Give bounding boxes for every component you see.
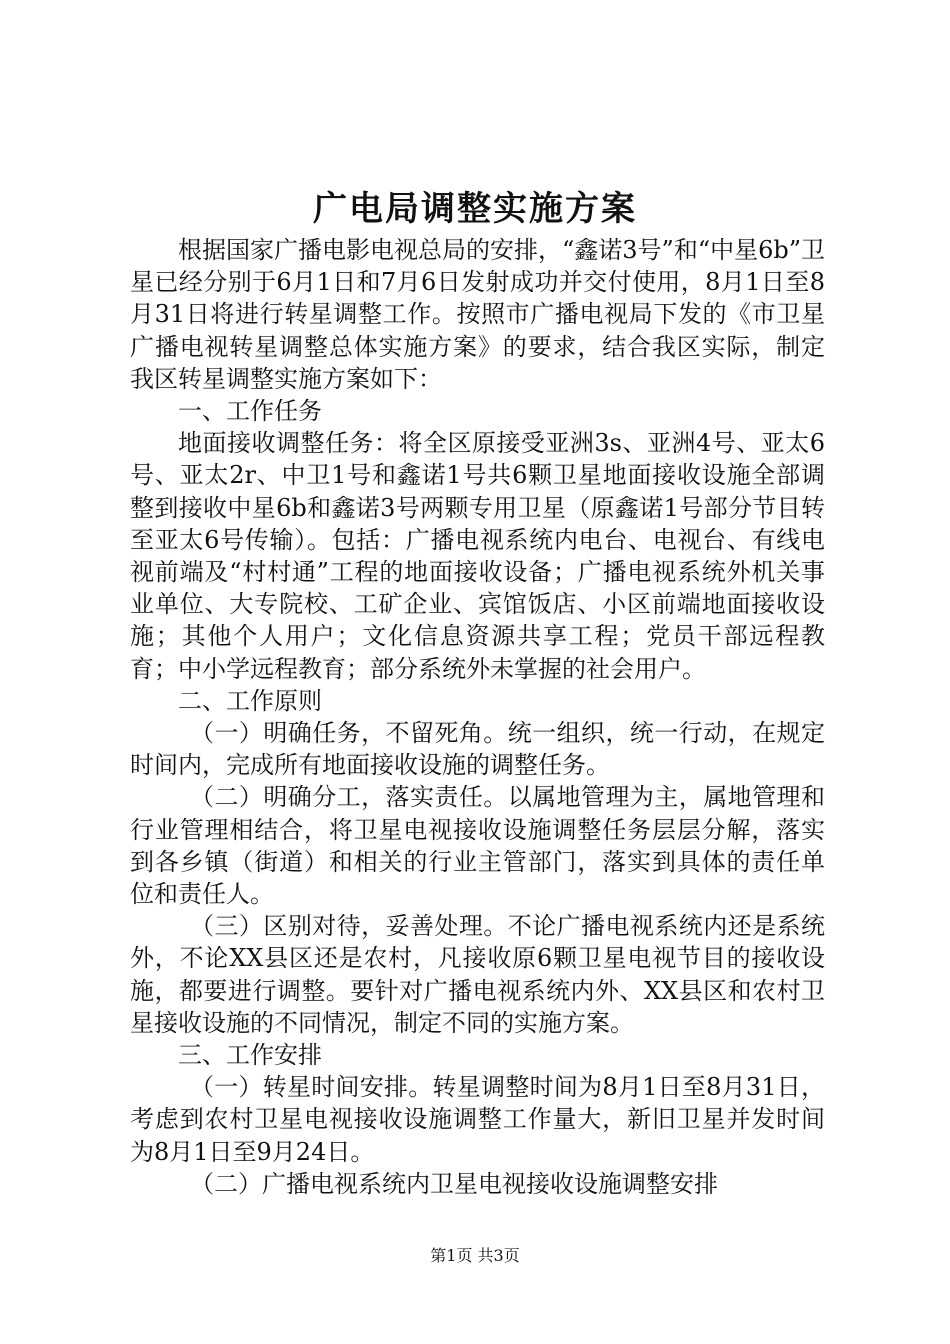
principle-2-paragraph: （二）明确分工，落实责任。以属地管理为主，属地管理和行业管理相结合，将卫星电视接收设施调整任务层层分解，落实到各乡镇（街道）和相关的行业主管部门，落实到具体的责任单位和责任人。 bbox=[130, 783, 825, 909]
arrangement-2-paragraph: （二）广播电视系统内卫星电视接收设施调整安排 bbox=[190, 1169, 718, 1198]
page-footer: 第1页 共3页 bbox=[430, 1246, 520, 1265]
tasks-paragraph: 地面接收调整任务：将全区原接受亚洲3s、亚洲4号、亚太6号、亚太2r、中卫1号和鑫诺1号共6颗卫星地面接收设施全部调整到接收中星6b和鑫诺3号两颗专用卫星（原鑫诺1号部分节目转至亚太6号传输）。包括：广播电视系统内电台、电视台、有线电视前端及“村村通”工程的地面接收设备；广播电视系统外机关事业单位、大专院校、工矿企业、宾馆饭店、小区前端地面接收设施；其他个人用户；文化信息资源共享工程；党员干部远程教育；中小学远程教育；部分系统外未掌握的社会用户。 bbox=[130, 429, 825, 683]
arrangement-1-paragraph: （一）转星时间安排。转星调整时间为8月1日至8月31日，考虑到农村卫星电视接收设施调整工作量大，新旧卫星并发时间为8月1日至9月24日。 bbox=[130, 1073, 825, 1166]
document-title: 广电局调整实施方案 bbox=[313, 189, 637, 229]
principle-1-paragraph: （一）明确任务，不留死角。统一组织，统一行动，在规定时间内，完成所有地面接收设施的调整任务。 bbox=[130, 719, 825, 780]
section-heading-arrangements: 三、工作安排 bbox=[178, 1041, 322, 1070]
section-heading-tasks: 一、工作任务 bbox=[178, 397, 322, 426]
principle-3-paragraph: （三）区别对待，妥善处理。不论广播电视系统内还是系统外，不论XX县区还是农村，凡接收原6颗卫星电视节目的接收设施，都要进行调整。要针对广播电视系统内外、XX县区和农村卫星接收设施的不同情况，制定不同的实施方案。 bbox=[130, 912, 825, 1037]
document-body bbox=[130, 234, 825, 1200]
intro-paragraph: 根据国家广播电影电视总局的安排，“鑫诺3号”和“中星6b”卫星已经分别于6月1日和7月6日发射成功并交付使用，8月1日至8月31日将进行转星调整工作。按照市广播电视局下发的《市卫星广播电视转星调整总体实施方案》的要求，结合我区实际，制定我区转星调整实施方案如下： bbox=[130, 236, 825, 393]
section-heading-principles: 二、工作原则 bbox=[178, 686, 322, 715]
